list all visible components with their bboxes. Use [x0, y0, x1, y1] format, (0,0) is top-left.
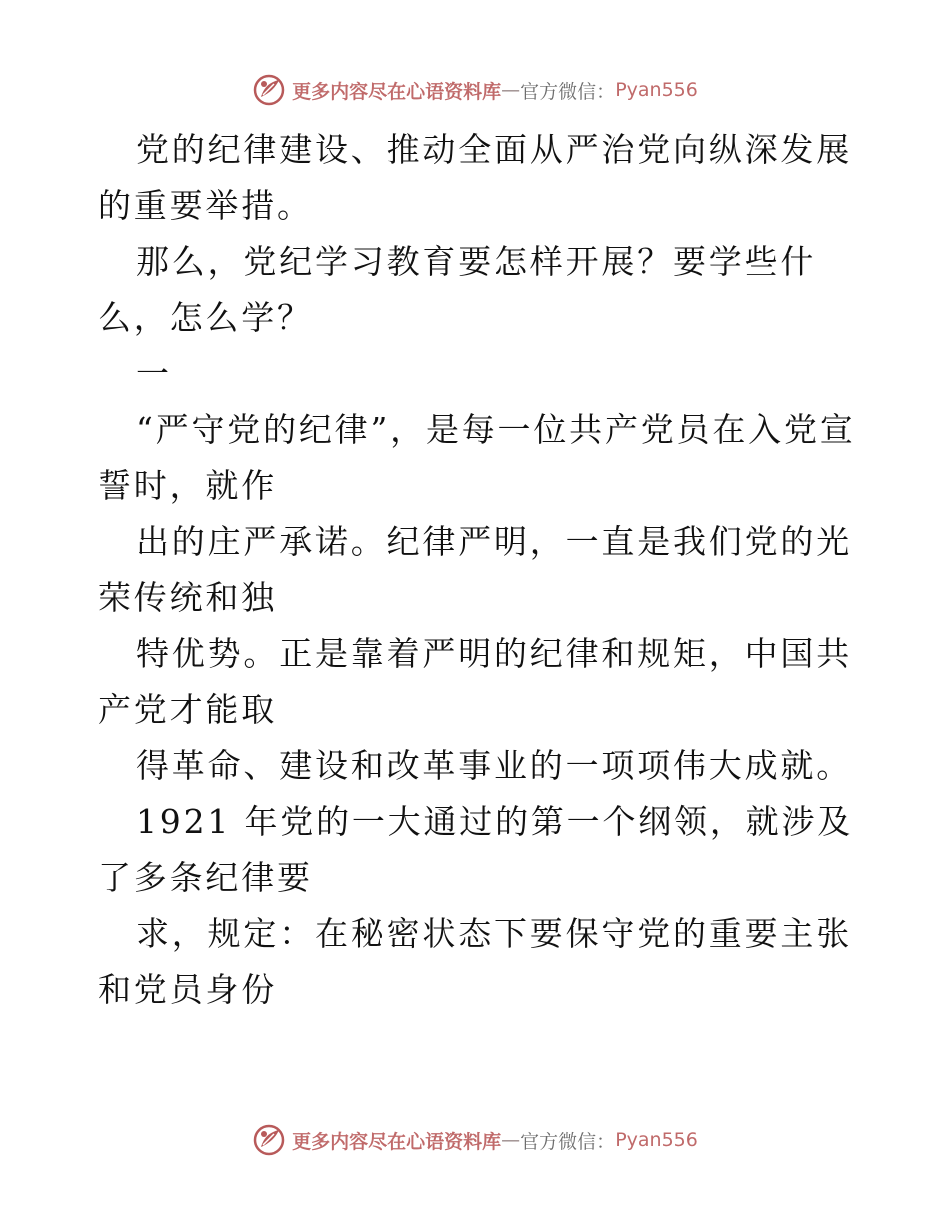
watermark-title: 更多内容尽在心语资料库 [292, 80, 502, 103]
paragraph-2: 那么，党纪学习教育要怎样开展？要学些什么，怎么学？ [98, 242, 817, 337]
paragraph-5: 特优势。正是靠着严明的纪律和规矩，中国共产党才能取 [98, 634, 852, 729]
paragraph-6: 得革命、建设和改革事业的一项项伟大成就。 [136, 746, 852, 785]
leaf-pen-logo-icon [252, 1123, 286, 1157]
footer-watermark [0, 1120, 950, 1160]
watermark-separator: — [501, 1129, 521, 1151]
watermark-separator: — [501, 79, 521, 101]
paragraph-8: 求，规定：在秘密状态下要保守党的重要主张和党员身份 [98, 914, 852, 1009]
watermark-wechat-id: Pyan556 [615, 1129, 698, 1151]
watermark-wechat-label: 官方微信： [520, 80, 616, 103]
leaf-pen-logo-icon [252, 73, 286, 107]
section-number: 一 [136, 354, 172, 393]
header-watermark [0, 70, 950, 110]
paragraph-1: 党的纪律建设、推动全面从严治党向纵深发展的重要举措。 [98, 130, 852, 225]
paragraph-4: 出的庄严承诺。纪律严明，一直是我们党的光荣传统和独 [98, 522, 852, 617]
paragraph-7: 1921 年党的一大通过的第一个纲领，就涉及了多条纪律要 [98, 802, 854, 897]
watermark-wechat-id: Pyan556 [615, 79, 698, 101]
watermark-wechat-label: 官方微信： [520, 1130, 616, 1153]
paragraph-3: “严守党的纪律”，是每一位共产党员在入党宣誓时，就作 [98, 410, 856, 505]
watermark-title: 更多内容尽在心语资料库 [292, 1130, 502, 1153]
document-body [98, 122, 858, 1018]
